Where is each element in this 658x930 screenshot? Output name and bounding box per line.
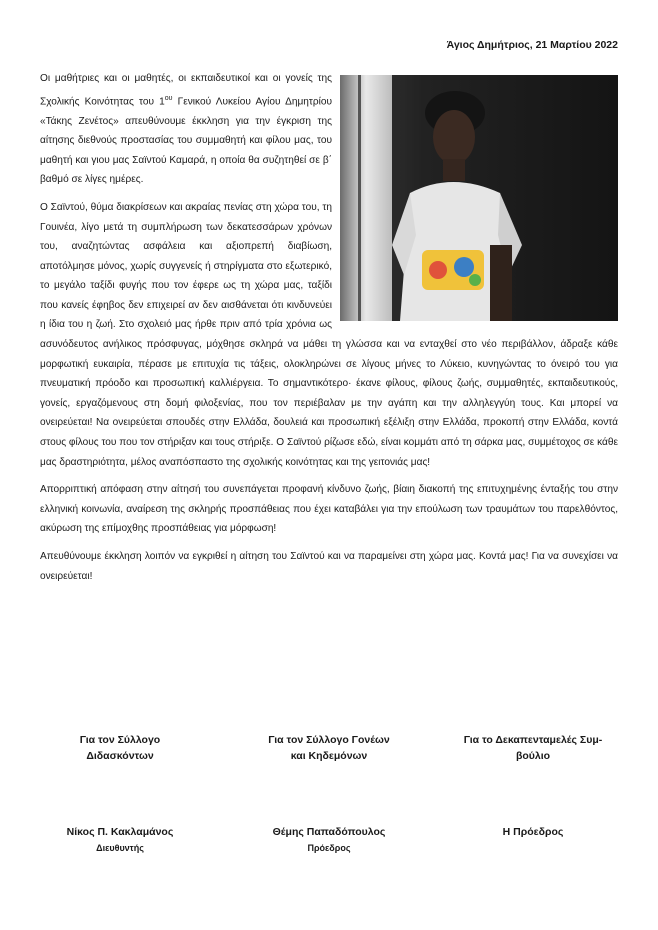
paragraph-4: Απευθύνουμε έκκληση λοιπόν να εγκριθεί η αίτηση του Σαϊντού και να παραμείνει στη χώρα μας. Κοντά μας! Για να συνεχίσει να ονειρεύεται! [40, 551, 618, 582]
letter-date: Άγιος Δημήτριος, 21 Μαρτίου 2022 [446, 39, 618, 51]
paragraph-1-start: Οι μαθήτριες και οι μαθητές, οι εκπαιδευτικοί και οι γονείς της Σχολικής Κοινότητας του 1 [40, 73, 332, 107]
signature-org-line: Για το Δεκαπενταμελές Συμ- [463, 734, 603, 746]
paragraph-3: Απορριπτική απόφαση στην αίτησή του συνεπάγεται προφανή κίνδυνο ζωής, βίαιη διακοπή της επιτυχημένης ένταξής του στην ελληνική κοινωνία, αναίρεση της σκληρής προσπάθειας που έχει καταβάλει για την επούλωση των τραυμάτων του παρελθόντος, ακύρωση της επίμοχθης προσπάθειας για μόρφωση! [40, 484, 618, 535]
paragraph-1-end: Γενικού Λυκείου Αγίου Δημητρίου «Τάκης Ζενέτος» απευθύνουμε έκκληση για την έγκριση της αίτησης διεθνούς προστασίας του συμμαθητή και φίλου μας, του μαθητή και γιου μας Σαϊντού Καμαρά, η οποία θα συζητηθεί σε β΄ βαθμό σε λίγες ημέρες. [40, 95, 332, 186]
signature-org-line: βούλιο [515, 750, 551, 762]
signature-student-council [433, 732, 633, 840]
signature-org-line: Για τον Σύλλογο [79, 734, 161, 746]
signature-org-line: Για τον Σύλλογο Γονέων [268, 734, 390, 746]
ordinal-superscript: ου [164, 94, 173, 102]
signer-name: Θέμης Παπαδόπουλος [272, 826, 386, 838]
student-photo [340, 75, 618, 321]
signature-org-line: Διδασκόντων [86, 750, 154, 762]
signer-name: Νίκος Π. Κακλαμάνος [66, 826, 174, 838]
letter-body [40, 69, 618, 594]
signature-parents [229, 732, 429, 856]
signature-org-line: και Κηδεμόνων [290, 750, 368, 762]
photo-illustration [340, 75, 618, 321]
signer-name: Η Πρόεδρος [502, 826, 564, 838]
signer-role: Πρόεδρος [307, 843, 351, 853]
paragraph-2: Ο Σαϊντού, θύμα διακρίσεων και ακραίας πενίας στη χώρα του, τη Γουινέα, λίγο μετά τη συμπλήρωση των δεκατεσσάρων χρόνων του, αναζητώντας ασφάλεια και αξιοπρεπή διαβίωση, αποτόλμησε μόνος, χωρίς συγγενείς ή στηρίγματα στο εξωτερικό, το μεγάλο ταξίδι φυγής που τον έφερε ως τη χώρα μας, ταξίδι που κανείς έφηβος δεν επιχειρεί αν δεν αισθάνεται ότι κινδυνεύει η ίδια του η ζωή. Στο σχολειό μας ήρθε πριν από τρία χρόνια ως ασυνόδευτος ανήλικος πρόσφυγας, μόχθησε σκληρά να μάθει τη γλώσσα και να ενταχθεί στο νέο περιβάλλον, άδραξε κάθε μορφωτική ευκαιρία, πέρασε με επιτυχία τις τάξεις, ολοκληρώνει σε λίγους μήνες το Λύκειο, κυνηγώντας το όνειρό του για πνευματική πρόοδο και προσωπική καλλιέργεια. Το σημαντικότερο· έκανε φίλους, φίλους ζωής, συμμαθητές, εκπαιδευτικούς, γονείς, εργαζόμενους στη δομή φιλοξενίας, που τον περιέβαλαν με την αγάπη και την αλληλεγγύη τους. Και μπορεί να ονειρεύεται! Να ονειρεύεται σπουδές στην Ελλάδα, δουλειά και προσωπική εξέλιξη στην Ελλάδα, προκοπή στην Ελλάδα, κοντά στους φίλους του που τον στήριξαν και τους στήριξε. Ο Σαϊντού ρίζωσε εδώ, είναι κομμάτι από τη σάρκα μας, συμμέτοχος σε κάθε μας δραστηριότητα, μέλος αναπόσπαστο της σχολικής κοινότητας και της γειτονιάς μας! [40, 201, 618, 468]
signature-teachers [20, 732, 220, 856]
signer-role: Διευθυντής [96, 843, 144, 853]
